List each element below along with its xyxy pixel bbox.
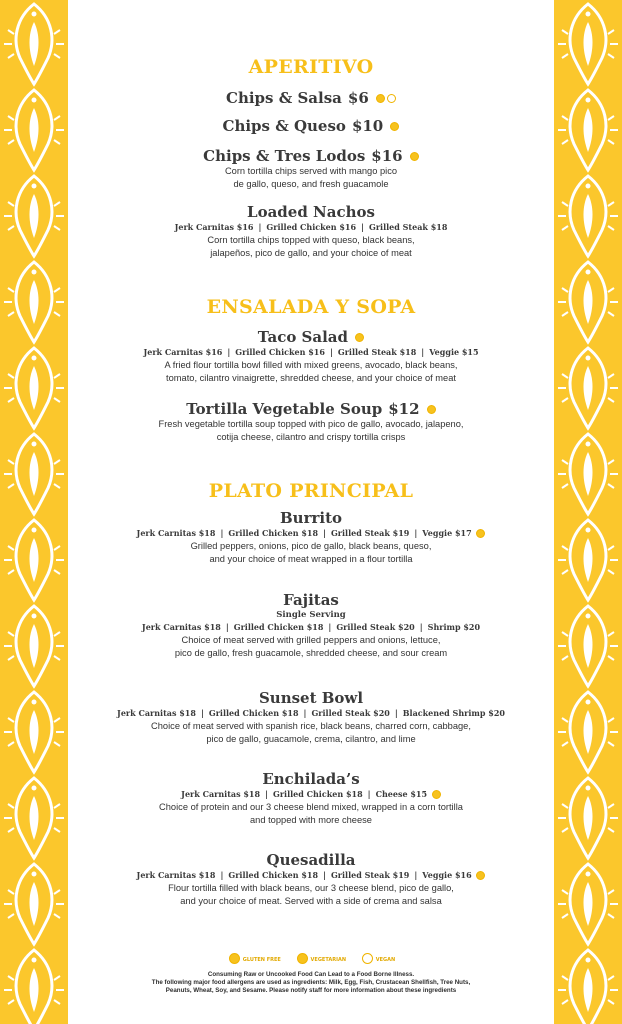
gluten-free-icon [476,871,485,880]
item-options: Jerk Carnitas $18 | Grilled Chicken $18 | Cheese $15 [68,788,554,801]
option: Veggie $17 [422,528,472,538]
menu-item-enchiladas [68,770,554,827]
legend-vegan: VEGAN [375,956,396,963]
item-description: Fresh vegetable tortilla soup topped with pico de gallo, avocado, jalapeno, [158,419,464,429]
option: Cheese $15 [375,789,428,799]
legend-vegetarian: VEGETARIAN [310,956,347,963]
allergen-disclaimer [68,971,554,995]
item-options: Jerk Carnitas $16 | Grilled Chicken $16 | Grilled Steak $18 | Veggie $15 [143,347,479,357]
option: Grilled Steak $19 [330,870,410,880]
option: Grilled Chicken $18 [228,870,319,880]
item-price: $16 [371,147,403,165]
item-name: Fajitas [283,591,339,609]
vegetarian-icon [297,953,308,964]
menu-item-tortilla-soup [68,400,554,444]
item-options: Jerk Carnitas $18 | Grilled Chicken $18 | Grilled Steak $19 | Veggie $16 [68,869,554,882]
option: Jerk Carnitas $18 [136,870,216,880]
item-description: Corn tortilla chips served with mango pico [224,166,398,176]
option: Veggie $16 [422,870,472,880]
gluten-free-icon [427,405,436,414]
option: Grilled Chicken $16 [266,222,357,232]
item-description: cotija cheese, cilantro and crispy tortilla crisps [216,432,406,442]
option: Grilled Steak $20 [336,622,415,632]
item-name: Chips & Salsa [226,89,342,107]
option: Jerk Carnitas $18 [117,708,196,718]
option: Jerk Carnitas $16 [174,222,254,232]
option: Jerk Carnitas $18 [181,789,261,799]
decorative-border-right [554,0,622,1024]
option: Grilled Steak $19 [330,528,410,538]
option: Grilled Chicken $18 [208,708,299,718]
gluten-free-icon [476,529,485,538]
item-description: A fried flour tortilla bowl filled with mixed greens, avocado, black beans, [164,360,458,370]
option: Grilled Chicken $18 [272,789,363,799]
option: Jerk Carnitas $18 [136,528,216,538]
item-name: Taco Salad [257,328,349,346]
section-title-aperitivo: APERITIVO [248,56,374,78]
gluten-free-icon [355,333,364,342]
option: Veggie $15 [429,347,479,357]
option: Jerk Carnitas $18 [141,622,221,632]
item-options: Jerk Carnitas $18 | Grilled Chicken $18 | Grilled Steak $20 | Shrimp $20 [141,622,481,632]
gluten-free-icon [410,152,419,161]
menu-page [68,0,554,1024]
menu-item-burrito [68,509,554,566]
item-description: pico de gallo, fresh guacamole, shredded cheese, and sour cream [174,648,448,658]
disclaimer-line: Peanuts, Wheat, Soy, and Sesame. Please notify staff for more information about these ingredients [165,987,457,994]
item-description: and your choice of meat wrapped in a flour tortilla [209,554,413,564]
item-name: Quesadilla [266,851,356,869]
menu-item-sunset-bowl [68,689,554,746]
item-name: Enchilada’s [262,770,360,788]
item-description: Flour tortilla filled with black beans, our 3 cheese blend, pico de gallo, [168,883,454,893]
menu-item-chips-tres-lodos [68,147,554,191]
item-description: Corn tortilla chips topped with queso, black beans, [207,235,415,245]
gluten-free-icon [432,790,441,799]
item-name: Tortilla Vegetable Soup [186,400,383,418]
disclaimer-line: Consuming Raw or Uncooked Food Can Lead to a Food Borne Illness. [207,971,415,978]
item-description: Grilled peppers, onions, pico de gallo, black beans, queso, [190,541,432,551]
item-name: Chips & Tres Lodos [203,147,366,165]
section-title-plato: PLATO PRINCIPAL [208,480,414,502]
gluten-free-icon [376,94,385,103]
menu-item-fajitas [68,591,554,660]
item-name: Sunset Bowl [258,689,364,707]
item-description: and your choice of meat. Served with a side of crema and salsa [180,896,442,906]
item-price: $6 [347,89,369,107]
item-name: Burrito [279,509,343,527]
option: Grilled Steak $18 [369,222,448,232]
option: Grilled Steak $18 [337,347,417,357]
menu-item-loaded-nachos [68,203,554,260]
dietary-legend [68,954,554,967]
vegan-icon [387,94,396,103]
item-name: Loaded Nachos [247,203,375,221]
item-description: Choice of meat served with spanish rice, black beans, charred corn, cabbage, [151,721,471,731]
item-description: Choice of meat served with grilled peppers and onions, lettuce, [181,635,441,645]
option: Grilled Chicken $18 [233,622,324,632]
item-description: pico de gallo, guacamole, crema, cilantro, and lime [206,734,416,744]
item-description: jalapeños, pico de gallo, and your choice of meat [210,248,412,258]
item-price: $10 [351,117,384,135]
item-options: Jerk Carnitas $16 | Grilled Chicken $16 | Grilled Steak $18 [174,222,448,232]
menu-item-taco-salad [68,328,554,385]
option: Blackened Shrimp $20 [402,708,505,718]
item-description: and topped with more cheese [250,815,372,825]
option: Grilled Steak $20 [311,708,390,718]
legend-gluten-free: GLUTEN FREE [242,956,281,963]
option: Grilled Chicken $18 [228,528,319,538]
menu-item-chips-queso [68,117,554,135]
item-name: Chips & Queso [222,117,346,135]
menu-item-quesadilla [68,851,554,908]
gluten-free-icon [229,953,240,964]
option: Grilled Chicken $16 [235,347,325,357]
item-description: de gallo, queso, and fresh guacamole [233,179,389,189]
decorative-border-left [0,0,68,1024]
option: Shrimp $20 [427,622,481,632]
item-description: tomato, cilantro vinaigrette, shredded cheese, and your choice of meat [166,373,456,383]
option: Jerk Carnitas $16 [143,347,223,357]
item-description: Choice of protein and our 3 cheese blend mixed, wrapped in a corn tortilla [159,802,463,812]
menu-item-chips-salsa [68,89,554,107]
item-options: Jerk Carnitas $18 | Grilled Chicken $18 | Grilled Steak $19 | Veggie $17 [68,527,554,540]
disclaimer-line: The following major food allergens are used as ingredients: Milk, Egg, Fish, Crustacean Shellfish, Tree Nuts, [151,979,471,986]
item-price: $12 [388,400,420,418]
section-title-ensalada: ENSALADA Y SOPA [206,296,416,318]
vegan-icon [362,953,373,964]
item-options: Jerk Carnitas $18 | Grilled Chicken $18 | Grilled Steak $20 | Blackened Shrimp $20 [117,708,505,718]
item-subtitle: Single Serving [276,610,346,620]
gluten-free-icon [390,122,399,131]
